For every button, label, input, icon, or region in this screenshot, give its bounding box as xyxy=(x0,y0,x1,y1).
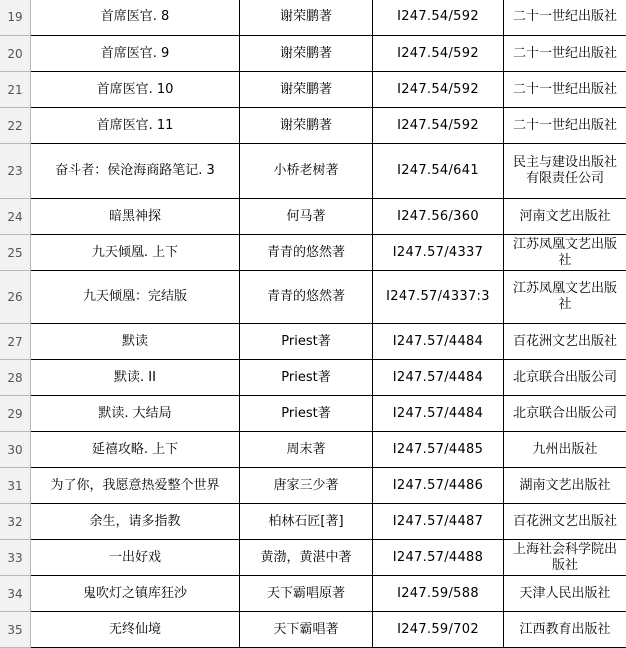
row-number[interactable]: 33 xyxy=(0,540,31,576)
table-row xyxy=(0,0,626,36)
cell-call-number[interactable]: I247.57/4488 xyxy=(373,540,504,576)
row-number[interactable]: 19 xyxy=(0,0,31,36)
cell-publisher[interactable]: 二十一世纪出版社 xyxy=(504,0,626,36)
cell-author[interactable]: 谢荣鹏著 xyxy=(240,0,373,36)
cell-publisher[interactable]: 江苏凤凰文艺出版社 xyxy=(504,235,626,271)
cell-publisher[interactable]: 二十一世纪出版社 xyxy=(504,108,626,144)
cell-publisher[interactable]: 上海社会科学院出版社 xyxy=(504,540,626,576)
cell-title[interactable]: 无终仙境 xyxy=(31,612,240,648)
cell-publisher[interactable]: 百花洲文艺出版社 xyxy=(504,504,626,540)
cell-call-number[interactable]: I247.56/360 xyxy=(373,199,504,235)
cell-call-number[interactable]: I247.59/588 xyxy=(373,576,504,612)
cell-call-number[interactable]: I247.54/592 xyxy=(373,0,504,36)
cell-author[interactable]: 柏林石匠[著] xyxy=(240,504,373,540)
cell-title[interactable]: 暗黑神探 xyxy=(31,199,240,235)
cell-title[interactable]: 为了你，我愿意热爱整个世界 xyxy=(31,468,240,504)
row-number[interactable]: 32 xyxy=(0,504,31,540)
row-number[interactable]: 31 xyxy=(0,468,31,504)
table-row xyxy=(0,540,626,576)
table-row xyxy=(0,108,626,144)
cell-publisher[interactable]: 百花洲文艺出版社 xyxy=(504,324,626,360)
row-number[interactable]: 24 xyxy=(0,199,31,235)
cell-author[interactable]: Priest著 xyxy=(240,324,373,360)
cell-author[interactable]: 天下霸唱著 xyxy=(240,612,373,648)
cell-author[interactable]: 青青的悠然著 xyxy=(240,271,373,324)
cell-title[interactable]: 首席医官. 10 xyxy=(31,72,240,108)
cell-author[interactable]: 周末著 xyxy=(240,432,373,468)
table-row xyxy=(0,576,626,612)
table-row xyxy=(0,468,626,504)
cell-publisher[interactable]: 河南文艺出版社 xyxy=(504,199,626,235)
cell-title[interactable]: 默读. 大结局 xyxy=(31,396,240,432)
table-row xyxy=(0,144,626,199)
row-number[interactable]: 35 xyxy=(0,612,31,648)
table-row xyxy=(0,396,626,432)
cell-title[interactable]: 首席医官. 9 xyxy=(31,36,240,72)
table-row xyxy=(0,360,626,396)
cell-call-number[interactable]: I247.57/4486 xyxy=(373,468,504,504)
cell-call-number[interactable]: I247.57/4485 xyxy=(373,432,504,468)
row-number[interactable]: 21 xyxy=(0,72,31,108)
cell-title[interactable]: 默读. II xyxy=(31,360,240,396)
cell-call-number[interactable]: I247.59/702 xyxy=(373,612,504,648)
table-row xyxy=(0,504,626,540)
row-number[interactable]: 26 xyxy=(0,271,31,324)
table-row xyxy=(0,72,626,108)
cell-call-number[interactable]: I247.54/641 xyxy=(373,144,504,199)
row-number[interactable]: 25 xyxy=(0,235,31,271)
cell-author[interactable]: 天下霸唱原著 xyxy=(240,576,373,612)
table-row xyxy=(0,199,626,235)
cell-publisher[interactable]: 二十一世纪出版社 xyxy=(504,72,626,108)
cell-author[interactable]: Priest著 xyxy=(240,360,373,396)
cell-title[interactable]: 九天倾凰. 上下 xyxy=(31,235,240,271)
cell-publisher[interactable]: 江西教育出版社 xyxy=(504,612,626,648)
table-row xyxy=(0,235,626,271)
cell-call-number[interactable]: I247.57/4484 xyxy=(373,396,504,432)
row-number[interactable]: 23 xyxy=(0,144,31,199)
cell-title[interactable]: 默读 xyxy=(31,324,240,360)
cell-author[interactable]: Priest著 xyxy=(240,396,373,432)
cell-publisher[interactable]: 江苏凤凰文艺出版社 xyxy=(504,271,626,324)
cell-author[interactable]: 黄渤，黄湛中著 xyxy=(240,540,373,576)
cell-call-number[interactable]: I247.57/4337 xyxy=(373,235,504,271)
cell-publisher[interactable]: 二十一世纪出版社 xyxy=(504,36,626,72)
cell-call-number[interactable]: I247.57/4484 xyxy=(373,324,504,360)
cell-author[interactable]: 谢荣鹏著 xyxy=(240,72,373,108)
cell-publisher[interactable]: 北京联合出版公司 xyxy=(504,396,626,432)
cell-title[interactable]: 九天倾凰：完结版 xyxy=(31,271,240,324)
row-number[interactable]: 28 xyxy=(0,360,31,396)
table-row xyxy=(0,271,626,324)
cell-publisher[interactable]: 北京联合出版公司 xyxy=(504,360,626,396)
cell-author[interactable]: 谢荣鹏著 xyxy=(240,108,373,144)
cell-title[interactable]: 首席医官. 11 xyxy=(31,108,240,144)
cell-author[interactable]: 谢荣鹏著 xyxy=(240,36,373,72)
cell-title[interactable]: 一出好戏 xyxy=(31,540,240,576)
cell-call-number[interactable]: I247.57/4337:3 xyxy=(373,271,504,324)
table-row xyxy=(0,324,626,360)
cell-call-number[interactable]: I247.54/592 xyxy=(373,36,504,72)
row-number[interactable]: 30 xyxy=(0,432,31,468)
cell-author[interactable]: 青青的悠然著 xyxy=(240,235,373,271)
cell-call-number[interactable]: I247.54/592 xyxy=(373,108,504,144)
cell-author[interactable]: 小桥老树著 xyxy=(240,144,373,199)
table-row xyxy=(0,36,626,72)
row-number[interactable]: 34 xyxy=(0,576,31,612)
row-number[interactable]: 20 xyxy=(0,36,31,72)
table-row xyxy=(0,432,626,468)
cell-title[interactable]: 延禧攻略. 上下 xyxy=(31,432,240,468)
cell-call-number[interactable]: I247.57/4487 xyxy=(373,504,504,540)
cell-title[interactable]: 余生，请多指教 xyxy=(31,504,240,540)
cell-title[interactable]: 鬼吹灯之镇库狂沙 xyxy=(31,576,240,612)
cell-title[interactable]: 奋斗者：侯沧海商路笔记. 3 xyxy=(31,144,240,199)
row-number[interactable]: 22 xyxy=(0,108,31,144)
cell-publisher[interactable]: 民主与建设出版社有限责任公司 xyxy=(504,144,626,199)
cell-call-number[interactable]: I247.54/592 xyxy=(373,72,504,108)
cell-title[interactable]: 首席医官. 8 xyxy=(31,0,240,36)
cell-call-number[interactable]: I247.57/4484 xyxy=(373,360,504,396)
cell-publisher[interactable]: 九州出版社 xyxy=(504,432,626,468)
row-number[interactable]: 29 xyxy=(0,396,31,432)
cell-publisher[interactable]: 天津人民出版社 xyxy=(504,576,626,612)
cell-publisher[interactable]: 湖南文艺出版社 xyxy=(504,468,626,504)
row-number[interactable]: 27 xyxy=(0,324,31,360)
cell-author[interactable]: 唐家三少著 xyxy=(240,468,373,504)
cell-author[interactable]: 何马著 xyxy=(240,199,373,235)
